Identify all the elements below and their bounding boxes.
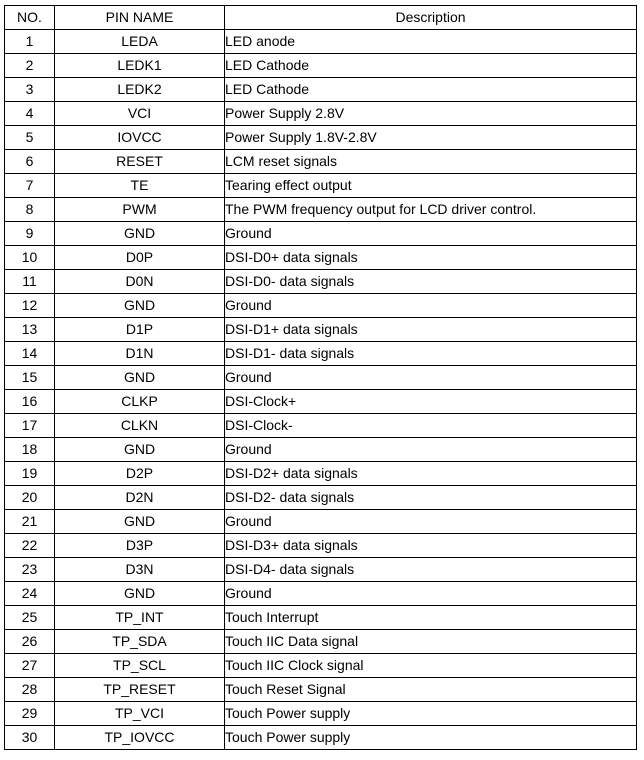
table-row xyxy=(5,606,637,630)
pin-number-cell: 29 xyxy=(5,702,55,726)
pin-name-cell: TP_RESET xyxy=(55,678,225,702)
header-no: NO. xyxy=(5,6,55,30)
pin-description-cell: Power Supply 2.8V xyxy=(225,102,637,126)
pin-description-cell: The PWM frequency output for LCD driver control. xyxy=(225,198,637,222)
pin-number-cell: 12 xyxy=(5,294,55,318)
pin-description-cell: DSI-D2+ data signals xyxy=(225,462,637,486)
pin-name-cell: D1N xyxy=(55,342,225,366)
pin-number-cell: 30 xyxy=(5,726,55,750)
table-row xyxy=(5,630,637,654)
table-row xyxy=(5,222,637,246)
pin-name-cell: GND xyxy=(55,222,225,246)
table-row xyxy=(5,726,637,750)
header-row xyxy=(5,6,637,30)
table-row xyxy=(5,678,637,702)
table-row xyxy=(5,486,637,510)
pin-name-cell: CLKP xyxy=(55,390,225,414)
pin-number-cell: 22 xyxy=(5,534,55,558)
pin-description-cell: DSI-D3+ data signals xyxy=(225,534,637,558)
pin-description-cell: DSI-D1- data signals xyxy=(225,342,637,366)
pin-name-cell: TP_VCI xyxy=(55,702,225,726)
pin-description-cell: Ground xyxy=(225,510,637,534)
pin-number-cell: 26 xyxy=(5,630,55,654)
table-row xyxy=(5,270,637,294)
pin-number-cell: 18 xyxy=(5,438,55,462)
pin-description-cell: Touch IIC Data signal xyxy=(225,630,637,654)
pin-number-cell: 3 xyxy=(5,78,55,102)
pin-number-cell: 7 xyxy=(5,174,55,198)
pin-name-cell: D0N xyxy=(55,270,225,294)
table-row xyxy=(5,198,637,222)
pin-description-cell: Ground xyxy=(225,438,637,462)
pin-number-cell: 15 xyxy=(5,366,55,390)
table-row xyxy=(5,30,637,54)
table-row xyxy=(5,390,637,414)
pin-number-cell: 11 xyxy=(5,270,55,294)
pin-name-cell: GND xyxy=(55,294,225,318)
table-row xyxy=(5,654,637,678)
pin-number-cell: 20 xyxy=(5,486,55,510)
pin-description-cell: LED Cathode xyxy=(225,54,637,78)
pin-description-cell: Power Supply 1.8V-2.8V xyxy=(225,126,637,150)
pin-description-cell: Touch Power supply xyxy=(225,702,637,726)
pin-name-cell: GND xyxy=(55,438,225,462)
table-row xyxy=(5,126,637,150)
pin-number-cell: 13 xyxy=(5,318,55,342)
pin-number-cell: 1 xyxy=(5,30,55,54)
table-row xyxy=(5,534,637,558)
pin-description-cell: DSI-Clock- xyxy=(225,414,637,438)
table-row xyxy=(5,174,637,198)
pin-description-cell: DSI-D0- data signals xyxy=(225,270,637,294)
table-row xyxy=(5,582,637,606)
table-body xyxy=(5,30,637,750)
table-row xyxy=(5,414,637,438)
pin-number-cell: 25 xyxy=(5,606,55,630)
pin-number-cell: 27 xyxy=(5,654,55,678)
pin-description-cell: Touch Reset Signal xyxy=(225,678,637,702)
pin-number-cell: 16 xyxy=(5,390,55,414)
table-row xyxy=(5,78,637,102)
pin-name-cell: LEDK2 xyxy=(55,78,225,102)
pin-description-cell: Tearing effect output xyxy=(225,174,637,198)
header-pin-name: PIN NAME xyxy=(55,6,225,30)
pin-description-cell: Ground xyxy=(225,366,637,390)
pin-number-cell: 19 xyxy=(5,462,55,486)
pin-definition-table xyxy=(4,5,637,750)
table-row xyxy=(5,294,637,318)
table-row xyxy=(5,462,637,486)
pin-number-cell: 2 xyxy=(5,54,55,78)
table-row xyxy=(5,510,637,534)
pin-name-cell: D2N xyxy=(55,486,225,510)
pin-number-cell: 6 xyxy=(5,150,55,174)
pin-name-cell: PWM xyxy=(55,198,225,222)
pin-number-cell: 24 xyxy=(5,582,55,606)
pin-description-cell: Touch Power supply xyxy=(225,726,637,750)
header-description: Description xyxy=(225,6,637,30)
pin-number-cell: 10 xyxy=(5,246,55,270)
pin-description-cell: Touch Interrupt xyxy=(225,606,637,630)
pin-name-cell: LEDK1 xyxy=(55,54,225,78)
pin-description-cell: DSI-D1+ data signals xyxy=(225,318,637,342)
pin-description-cell: DSI-D2- data signals xyxy=(225,486,637,510)
pin-name-cell: VCI xyxy=(55,102,225,126)
pin-number-cell: 4 xyxy=(5,102,55,126)
pin-name-cell: GND xyxy=(55,510,225,534)
pin-number-cell: 17 xyxy=(5,414,55,438)
pin-name-cell: TP_SDA xyxy=(55,630,225,654)
pin-name-cell: GND xyxy=(55,366,225,390)
pin-description-cell: Touch IIC Clock signal xyxy=(225,654,637,678)
table-row xyxy=(5,246,637,270)
table-row xyxy=(5,366,637,390)
table-row xyxy=(5,438,637,462)
pin-number-cell: 9 xyxy=(5,222,55,246)
pin-number-cell: 21 xyxy=(5,510,55,534)
pin-name-cell: TE xyxy=(55,174,225,198)
pin-name-cell: D0P xyxy=(55,246,225,270)
pin-name-cell: D3P xyxy=(55,534,225,558)
pin-name-cell: TP_IOVCC xyxy=(55,726,225,750)
pin-number-cell: 23 xyxy=(5,558,55,582)
pin-number-cell: 8 xyxy=(5,198,55,222)
table-row xyxy=(5,54,637,78)
pin-description-cell: DSI-D4- data signals xyxy=(225,558,637,582)
pin-number-cell: 28 xyxy=(5,678,55,702)
table-row xyxy=(5,702,637,726)
pin-description-cell: LCM reset signals xyxy=(225,150,637,174)
pin-name-cell: RESET xyxy=(55,150,225,174)
table-header xyxy=(5,6,637,30)
pin-description-cell: Ground xyxy=(225,294,637,318)
pin-name-cell: D3N xyxy=(55,558,225,582)
table-row xyxy=(5,558,637,582)
table-row xyxy=(5,318,637,342)
pin-description-cell: LED Cathode xyxy=(225,78,637,102)
pin-description-cell: DSI-D0+ data signals xyxy=(225,246,637,270)
pin-number-cell: 5 xyxy=(5,126,55,150)
pin-name-cell: D1P xyxy=(55,318,225,342)
pin-name-cell: D2P xyxy=(55,462,225,486)
table-row xyxy=(5,102,637,126)
pin-description-cell: LED anode xyxy=(225,30,637,54)
pin-description-cell: Ground xyxy=(225,222,637,246)
pin-number-cell: 14 xyxy=(5,342,55,366)
pin-name-cell: LEDA xyxy=(55,30,225,54)
table-row xyxy=(5,150,637,174)
pin-name-cell: GND xyxy=(55,582,225,606)
pin-name-cell: IOVCC xyxy=(55,126,225,150)
pin-description-cell: DSI-Clock+ xyxy=(225,390,637,414)
pin-name-cell: TP_SCL xyxy=(55,654,225,678)
pin-name-cell: TP_INT xyxy=(55,606,225,630)
pin-description-cell: Ground xyxy=(225,582,637,606)
pin-name-cell: CLKN xyxy=(55,414,225,438)
table-row xyxy=(5,342,637,366)
